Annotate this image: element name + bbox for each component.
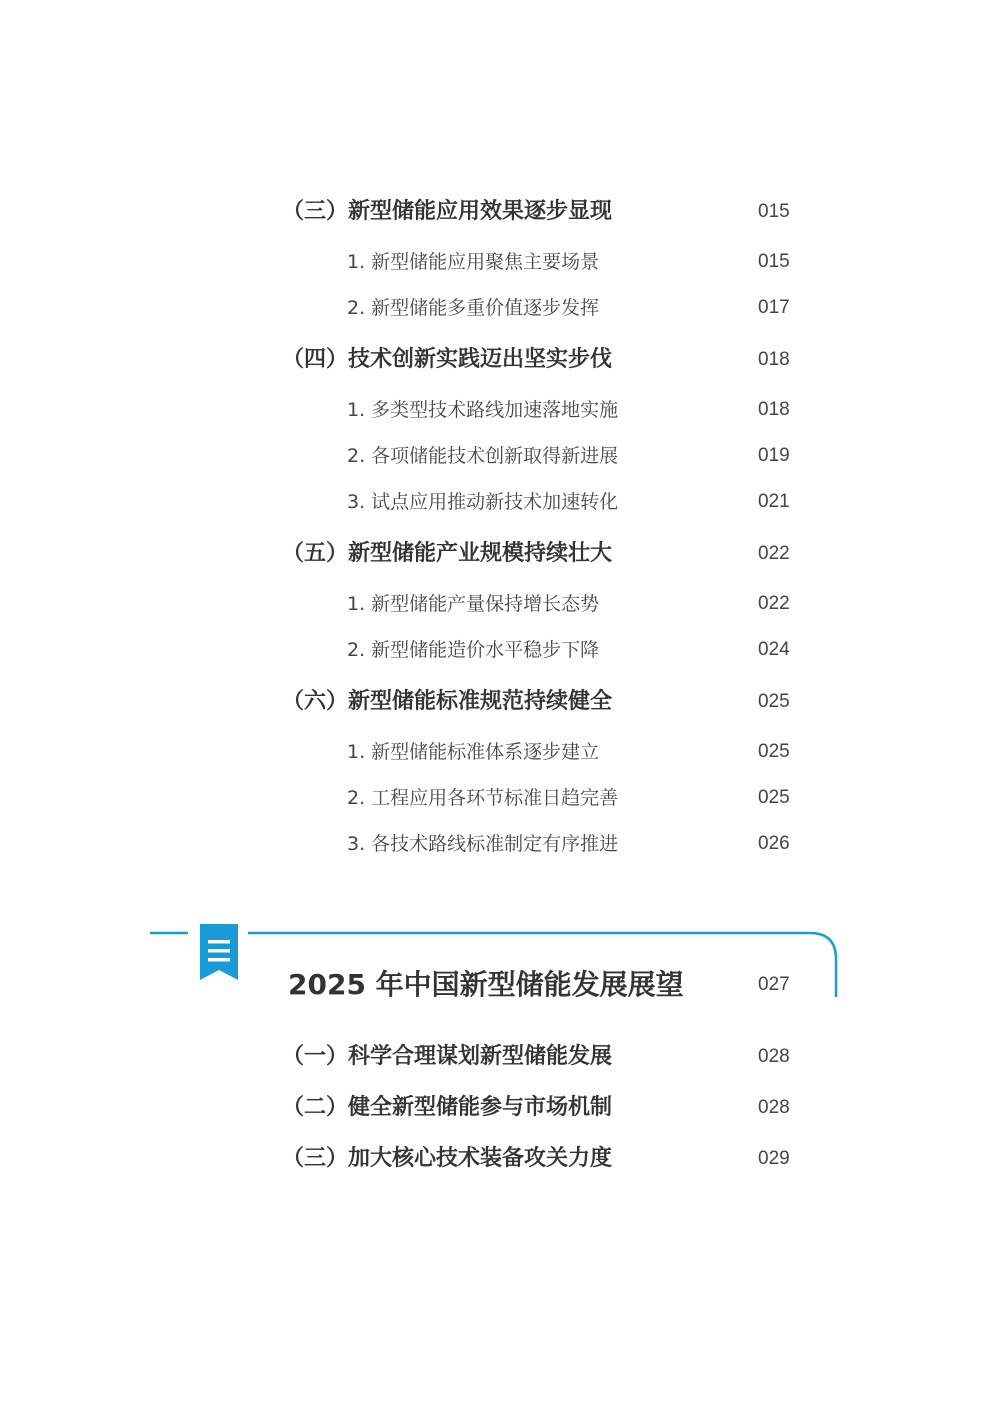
toc-entry-title: 3. 各技术路线标准制定有序推进: [347, 833, 619, 855]
toc-entry-title: 2. 新型储能造价水平稳步下降: [347, 639, 600, 661]
toc-entry-page: 029: [758, 1148, 790, 1169]
toc-entry-page: 017: [758, 297, 790, 318]
toc-entry-page: 026: [758, 833, 790, 854]
toc-entry[interactable]: [0, 587, 1000, 621]
chapter-page: 027: [758, 974, 790, 995]
toc-entry[interactable]: [0, 439, 1000, 473]
chapter-title: 2025 年中国新型储能发展展望: [288, 968, 684, 1001]
toc-entry-page: 018: [758, 349, 790, 370]
toc-entry[interactable]: [0, 245, 1000, 279]
toc-entry-title: 2. 各项储能技术创新取得新进展: [347, 445, 619, 467]
toc-entry[interactable]: [0, 685, 1000, 719]
toc-chapter-entry[interactable]: [0, 965, 1000, 1005]
toc-entry-title: 1. 新型储能标准体系逐步建立: [347, 741, 600, 763]
toc-entry-title: 1. 多类型技术路线加速落地实施: [347, 399, 619, 421]
toc-entry-title: 3. 试点应用推动新技术加速转化: [347, 491, 619, 513]
toc-entry-title: 1. 新型储能产量保持增长态势: [347, 593, 600, 615]
toc-entry[interactable]: [0, 485, 1000, 519]
toc-entry-title: （三）加大核心技术装备攻关力度: [282, 1146, 613, 1171]
toc-entry[interactable]: [0, 195, 1000, 229]
toc-entry-title: 1. 新型储能应用聚焦主要场景: [347, 251, 600, 273]
toc-entry[interactable]: [0, 781, 1000, 815]
toc-entry[interactable]: [0, 1040, 1000, 1074]
toc-entry-page: 025: [758, 691, 790, 712]
toc-entry[interactable]: [0, 393, 1000, 427]
toc-entry-title: （四）技术创新实践迈出坚实步伐: [282, 347, 613, 372]
toc-entry-title: （六）新型储能标准规范持续健全: [282, 689, 613, 714]
toc-entry-page: 028: [758, 1097, 790, 1118]
toc-entry[interactable]: [0, 537, 1000, 571]
toc-entry-page: 024: [758, 639, 790, 660]
toc-entry-page: 022: [758, 543, 790, 564]
toc-entry-page: 015: [758, 251, 790, 272]
toc-entry[interactable]: [0, 827, 1000, 861]
toc-entry[interactable]: [0, 1091, 1000, 1125]
toc-entry-title: （一）科学合理谋划新型储能发展: [282, 1044, 613, 1069]
toc-entry[interactable]: [0, 735, 1000, 769]
toc-entry[interactable]: [0, 633, 1000, 667]
toc-entry[interactable]: [0, 343, 1000, 377]
toc-entry-title: （五）新型储能产业规模持续壮大: [282, 541, 613, 566]
toc-entry-page: 022: [758, 593, 790, 614]
toc-entry-page: 015: [758, 201, 790, 222]
toc-entry-page: 025: [758, 787, 790, 808]
toc-entry[interactable]: [0, 291, 1000, 325]
toc-entry-title: （二）健全新型储能参与市场机制: [282, 1095, 613, 1120]
toc-entry-title: 2. 工程应用各环节标准日趋完善: [347, 787, 619, 809]
toc-entry[interactable]: [0, 1142, 1000, 1176]
toc-entry-page: 019: [758, 445, 790, 466]
toc-entry-page: 021: [758, 491, 790, 512]
toc-entry-page: 018: [758, 399, 790, 420]
toc-entry-title: （三）新型储能应用效果逐步显现: [282, 199, 613, 224]
toc-entry-page: 028: [758, 1046, 790, 1067]
toc-entry-title: 2. 新型储能多重价值逐步发挥: [347, 297, 600, 319]
toc-entry-page: 025: [758, 741, 790, 762]
